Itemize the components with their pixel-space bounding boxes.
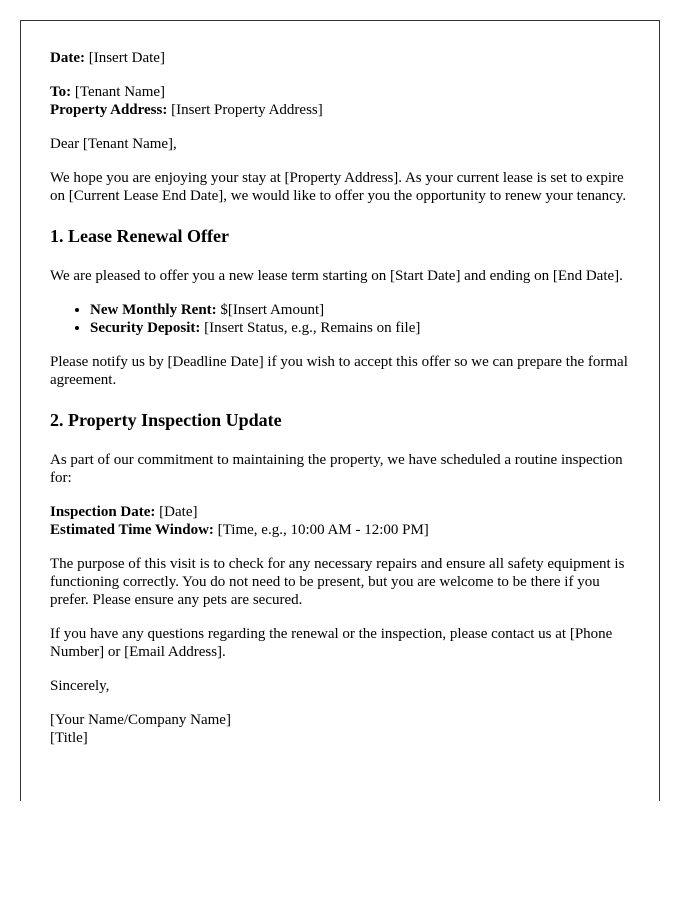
section-heading-inspection: 2. Property Inspection Update bbox=[50, 410, 282, 430]
signature-name: [Your Name/Company Name] bbox=[50, 712, 231, 728]
address-value: [Insert Property Address] bbox=[171, 102, 323, 118]
deposit-value: [Insert Status, e.g., Remains on file] bbox=[204, 320, 421, 336]
rent-value: $[Insert Amount] bbox=[220, 302, 325, 318]
list-item bbox=[90, 301, 632, 319]
inspection-date-label: Inspection Date: bbox=[50, 504, 156, 520]
purpose-paragraph: The purpose of this visit is to check for any necessary repairs and ensure all safety equipment is functioning correctly. You do not need to be present, but you are welcome to be there if you prefer. Please ensure any pets are secured. bbox=[50, 556, 625, 608]
to-value: [Tenant Name] bbox=[74, 84, 166, 100]
letter-content bbox=[50, 49, 632, 763]
letter-page bbox=[20, 20, 660, 801]
lease-term-paragraph: We are pleased to offer you a new lease term starting on [Start Date] and ending on [End Date]. bbox=[50, 268, 623, 284]
deposit-label: Security Deposit: bbox=[90, 320, 201, 336]
list-item bbox=[90, 319, 632, 337]
inspection-date-value: [Date] bbox=[159, 504, 198, 520]
signature-title: [Title] bbox=[50, 730, 88, 746]
questions-paragraph: If you have any questions regarding the renewal or the inspection, please contact us at [Phone Number] or [Email Address]. bbox=[50, 626, 613, 660]
salutation: Dear [Tenant Name], bbox=[50, 136, 177, 152]
time-window-line bbox=[50, 521, 632, 539]
rent-label: New Monthly Rent: bbox=[90, 302, 217, 318]
address-label: Property Address: bbox=[50, 102, 168, 118]
to-label: To: bbox=[50, 84, 72, 100]
date-label: Date: bbox=[50, 50, 85, 66]
to-line bbox=[50, 83, 632, 101]
signature-block bbox=[50, 711, 632, 747]
date-value: [Insert Date] bbox=[88, 50, 165, 66]
section-heading-lease-renewal: 1. Lease Renewal Offer bbox=[50, 226, 229, 246]
recipient-block bbox=[50, 83, 632, 119]
renewal-terms-list bbox=[50, 301, 632, 337]
date-line bbox=[50, 49, 632, 67]
inspection-intro-paragraph: As part of our commitment to maintaining the property, we have scheduled a routine inspection for: bbox=[50, 452, 623, 486]
intro-paragraph: We hope you are enjoying your stay at [Property Address]. As your current lease is set to expire on [Current Lease End Date], we would like to offer you the opportunity to renew your tenancy. bbox=[50, 170, 627, 204]
closing: Sincerely, bbox=[50, 678, 110, 694]
inspection-date-line bbox=[50, 503, 632, 521]
inspection-details bbox=[50, 503, 632, 539]
address-line bbox=[50, 101, 632, 119]
time-window-value: [Time, e.g., 10:00 AM - 12:00 PM] bbox=[217, 522, 429, 538]
time-window-label: Estimated Time Window: bbox=[50, 522, 214, 538]
notify-paragraph: Please notify us by [Deadline Date] if you wish to accept this offer so we can prepare the formal agreement. bbox=[50, 354, 628, 388]
